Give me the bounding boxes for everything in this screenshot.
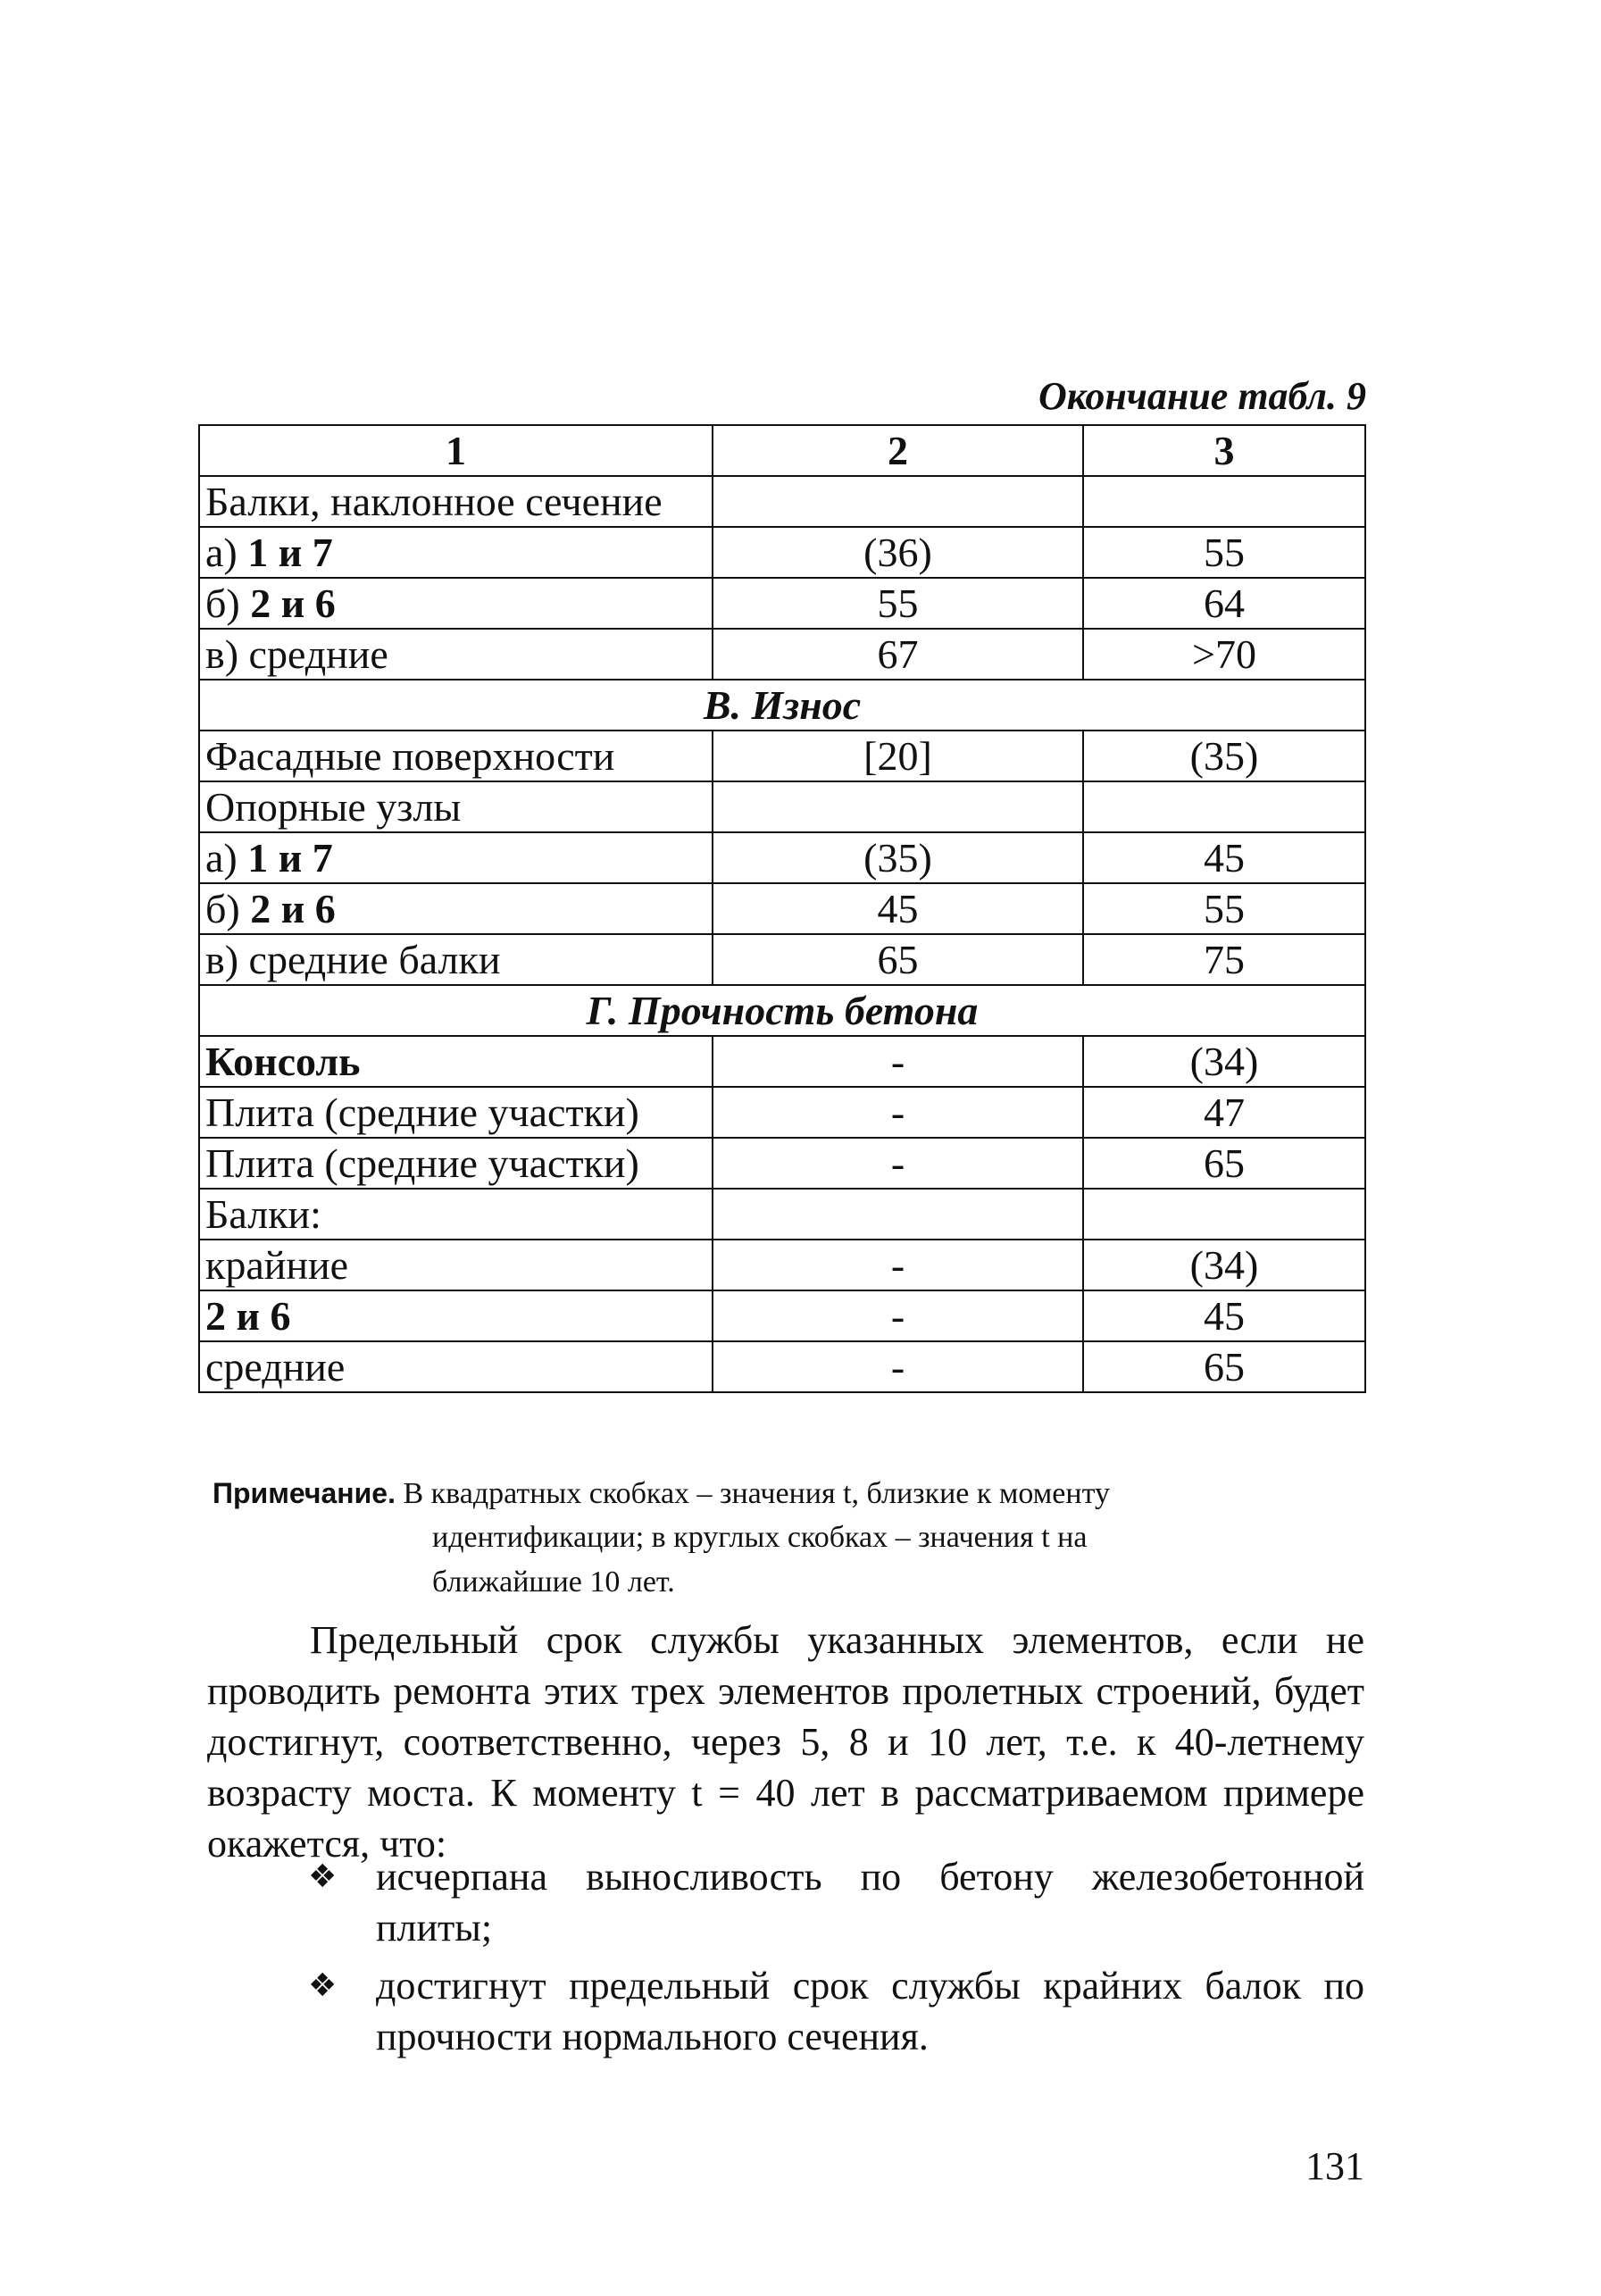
row-label: Балки, наклонное сечение <box>199 476 713 527</box>
row-label-prefix: а) <box>205 529 248 575</box>
cell-col2: 67 <box>713 629 1083 680</box>
row-label <box>199 527 713 578</box>
section-heading-concrete-strength: Г. Прочность бетона <box>199 985 1365 1036</box>
table-row <box>199 731 1365 781</box>
cell-col2: (36) <box>713 527 1083 578</box>
cell-col2 <box>713 1189 1083 1240</box>
cell-col2 <box>713 476 1083 527</box>
row-label-prefix: а) <box>205 834 248 881</box>
cell-col3 <box>1083 476 1365 527</box>
bullet-text: исчерпана выносливость по бетону железобетонной плиты; <box>376 1855 1364 1950</box>
cell-col3: 45 <box>1083 1290 1365 1341</box>
header-cell: 3 <box>1083 425 1365 476</box>
cell-col3: 47 <box>1083 1087 1365 1138</box>
bullet-item <box>308 1960 1364 2062</box>
table-row <box>199 1290 1365 1341</box>
row-label: крайние <box>199 1240 713 1290</box>
cell-col3: (34) <box>1083 1240 1365 1290</box>
note-text-1: В квадратных скобках – значения t, близкие к моменту <box>395 1477 1110 1510</box>
cell-col2: [20] <box>713 731 1083 781</box>
row-label-bold: 1 и 7 <box>247 529 333 575</box>
cell-col3: (34) <box>1083 1036 1365 1087</box>
note-first-line <box>213 1472 1364 1515</box>
row-label: Консоль <box>199 1036 713 1087</box>
table-row <box>199 578 1365 629</box>
cell-col3 <box>1083 781 1365 832</box>
table-row <box>199 629 1365 680</box>
row-label-bold: 2 и 6 <box>250 580 336 626</box>
table-row <box>199 781 1365 832</box>
cell-col3: 65 <box>1083 1138 1365 1189</box>
table-row <box>199 476 1365 527</box>
table-row <box>199 1087 1365 1138</box>
cell-col3 <box>1083 1189 1365 1240</box>
row-label: Фасадные поверхности <box>199 731 713 781</box>
row-label: Опорные узлы <box>199 781 713 832</box>
section-heading-wear: В. Износ <box>199 680 1365 731</box>
header-cell: 2 <box>713 425 1083 476</box>
row-label <box>199 578 713 629</box>
row-label: Балки: <box>199 1189 713 1240</box>
cell-col2 <box>713 781 1083 832</box>
section-row <box>199 680 1365 731</box>
cell-col2: - <box>713 1138 1083 1189</box>
row-label: в) средние <box>199 629 713 680</box>
diamond-bullet-icon: ❖ <box>308 1967 338 2004</box>
table-row <box>199 1341 1365 1392</box>
cell-col2: - <box>713 1290 1083 1341</box>
cell-col2: - <box>713 1341 1083 1392</box>
cell-col2: - <box>713 1240 1083 1290</box>
page-number: 131 <box>1305 2144 1364 2188</box>
table-row <box>199 1189 1365 1240</box>
row-label-prefix: б) <box>205 580 251 626</box>
cell-col3: 45 <box>1083 832 1365 883</box>
row-label: 2 и 6 <box>199 1290 713 1341</box>
header-cell: 1 <box>199 425 713 476</box>
row-label: Плита (средние участки) <box>199 1087 713 1138</box>
cell-col2: 65 <box>713 934 1083 985</box>
cell-col3: 75 <box>1083 934 1365 985</box>
bullet-list <box>308 1851 1364 2069</box>
row-label <box>199 883 713 934</box>
row-label: Плита (средние участки) <box>199 1138 713 1189</box>
diamond-bullet-icon: ❖ <box>308 1858 338 1895</box>
note-text-2: идентификации; в круглых скобках – значения t на <box>432 1521 1088 1555</box>
data-table <box>198 424 1366 1393</box>
row-label-prefix: б) <box>205 885 251 931</box>
cell-col3: 55 <box>1083 527 1365 578</box>
table-row <box>199 1138 1365 1189</box>
cell-col2: - <box>713 1036 1083 1087</box>
cell-col3: (35) <box>1083 731 1365 781</box>
table-row <box>199 934 1365 985</box>
note-label: Примечание. <box>213 1477 396 1509</box>
cell-col2: - <box>713 1087 1083 1138</box>
table-row <box>199 883 1365 934</box>
body-paragraph: Предельный срок службы указанных элементов, если не проводить ремонта этих трех элементов пролетных строений, будет достигнут, соответственно, через 5, 8 и 10 лет, т.е. к 40-летнему возрасту моста. К моменту t = 40 лет в рассматриваемом примере окажется, что: <box>207 1618 1364 1866</box>
cell-col2: 55 <box>713 578 1083 629</box>
bullet-text: достигнут предельный срок службы крайних балок по прочности нормального сечения. <box>376 1964 1364 2058</box>
table-row <box>199 832 1365 883</box>
table-row <box>199 527 1365 578</box>
table-header-row <box>199 425 1365 476</box>
cell-col3: 55 <box>1083 883 1365 934</box>
bullet-item <box>308 1851 1364 1953</box>
table-caption: Окончание табл. 9 <box>1038 374 1366 418</box>
row-label-bold: 2 и 6 <box>250 885 336 931</box>
table-row <box>199 1240 1365 1290</box>
row-label-bold: 1 и 7 <box>247 834 333 881</box>
cell-col3: 64 <box>1083 578 1365 629</box>
section-row <box>199 985 1365 1036</box>
cell-col3: 65 <box>1083 1341 1365 1392</box>
cell-col2: (35) <box>713 832 1083 883</box>
note-text-3: ближайшие 10 лет. <box>432 1565 675 1599</box>
cell-col2: 45 <box>713 883 1083 934</box>
cell-col3: >70 <box>1083 629 1365 680</box>
row-label: в) средние балки <box>199 934 713 985</box>
row-label: средние <box>199 1341 713 1392</box>
row-label <box>199 832 713 883</box>
table-row <box>199 1036 1365 1087</box>
table-note <box>213 1472 1364 1604</box>
